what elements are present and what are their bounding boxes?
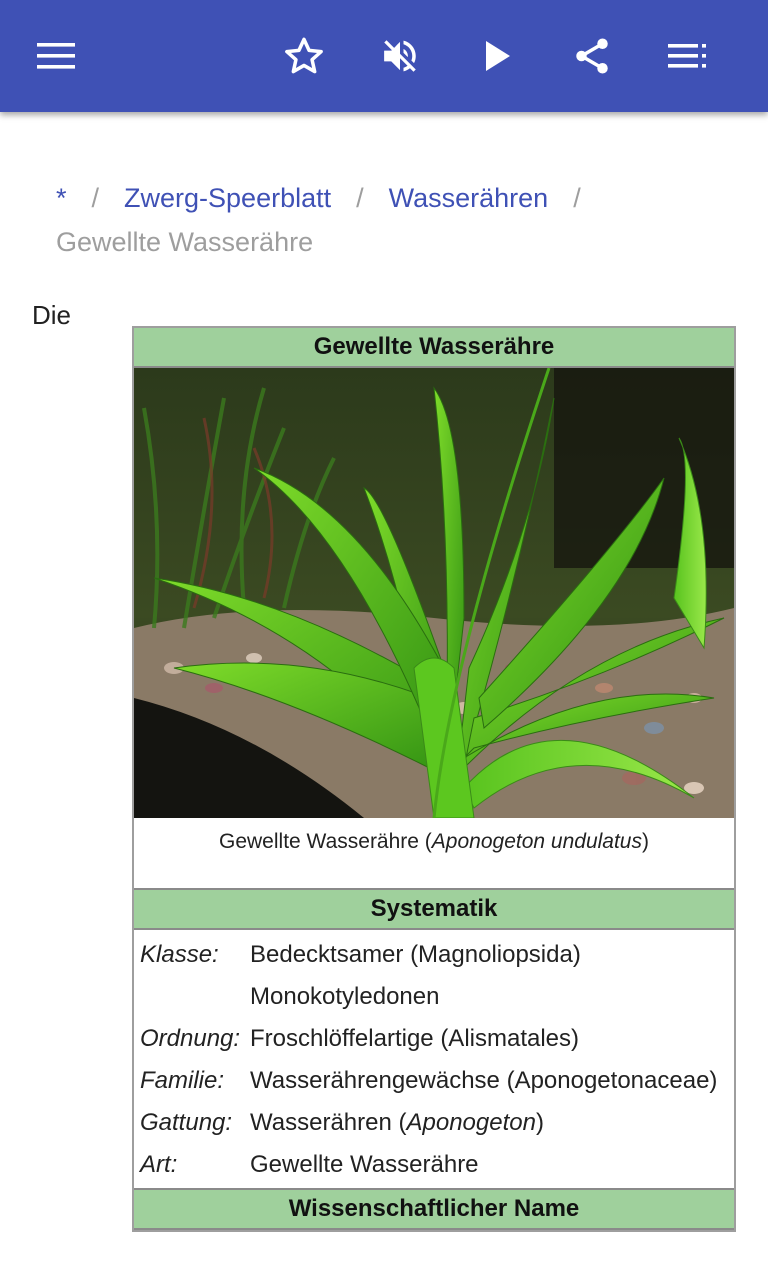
taxonomy-key (134, 976, 250, 1018)
app-bar (0, 0, 768, 112)
mute-button[interactable] (372, 28, 428, 84)
star-icon (283, 35, 325, 77)
breadcrumb (56, 176, 736, 264)
playlist-icon (668, 42, 708, 70)
taxonomy-row-art (134, 1144, 734, 1186)
genus-common-name: Wasserähren ( (250, 1109, 407, 1136)
genus-close: ) (535, 1109, 544, 1136)
share-button[interactable] (564, 28, 620, 84)
playlist-button[interactable] (660, 28, 716, 84)
taxonomy-value-link[interactable]: Wasserährengewächse (Aponogetonaceae) (250, 1067, 718, 1094)
taxonomy-table (134, 930, 734, 1190)
caption-close: ) (641, 830, 649, 853)
menu-icon (37, 42, 75, 70)
taxonomy-row-gattung (134, 1102, 734, 1144)
breadcrumb-separator: / (356, 183, 364, 213)
breadcrumb-link-home[interactable]: * (56, 183, 67, 213)
taxonomy-value-link[interactable]: Froschlöffelartige (Alismatales) (250, 1025, 580, 1052)
share-icon (571, 35, 613, 77)
taxonomy-key: Familie: (140, 1067, 225, 1094)
menu-button[interactable] (28, 28, 84, 84)
taxonomy-row-unterklasse (134, 976, 734, 1018)
taxonomy-key: Art: (140, 1151, 178, 1178)
taxonomy-value-link[interactable] (250, 1102, 734, 1144)
favorite-button[interactable] (276, 28, 332, 84)
breadcrumb-link-wasserahren[interactable]: Wasserähren (388, 183, 549, 213)
breadcrumb-link-zwerg-speerblatt[interactable]: Zwerg-Speerblatt (124, 183, 332, 213)
systematik-header: Systematik (134, 890, 734, 930)
taxonomy-value-link[interactable]: Bedecktsamer (Magnoliopsida) (250, 941, 581, 968)
plant-photo[interactable] (134, 368, 734, 818)
plant-photo-illustration (134, 368, 734, 818)
photo-caption (134, 818, 734, 890)
infobox (132, 326, 736, 1232)
taxonomy-row-klasse (134, 934, 734, 976)
scientific-name-header: Wissenschaftlicher Name (134, 1190, 734, 1230)
infobox-title: Gewellte Wasserähre (134, 328, 734, 368)
taxonomy-value: Gewellte Wasserähre (250, 1151, 479, 1178)
genus-scientific-name: Aponogeton (406, 1109, 536, 1136)
volume-off-icon (379, 35, 421, 77)
play-icon (483, 39, 513, 73)
breadcrumb-current: Gewellte Wasserähre (56, 227, 314, 257)
play-button[interactable] (470, 28, 526, 84)
taxonomy-row-ordnung (134, 1018, 734, 1060)
taxonomy-key: Ordnung: (140, 1025, 241, 1052)
taxonomy-value-link[interactable]: Monokotyledonen (250, 983, 440, 1010)
caption-text: Gewellte Wasserähre ( (219, 830, 432, 853)
breadcrumb-separator: / (573, 183, 581, 213)
taxonomy-key: Gattung: (140, 1109, 233, 1136)
taxonomy-row-familie (134, 1060, 734, 1102)
breadcrumb-separator: / (91, 183, 100, 213)
caption-scientific-name: Aponogeton undulatus (431, 830, 642, 853)
taxonomy-key: Klasse: (140, 941, 219, 968)
article-intro-text: Die (32, 300, 72, 330)
